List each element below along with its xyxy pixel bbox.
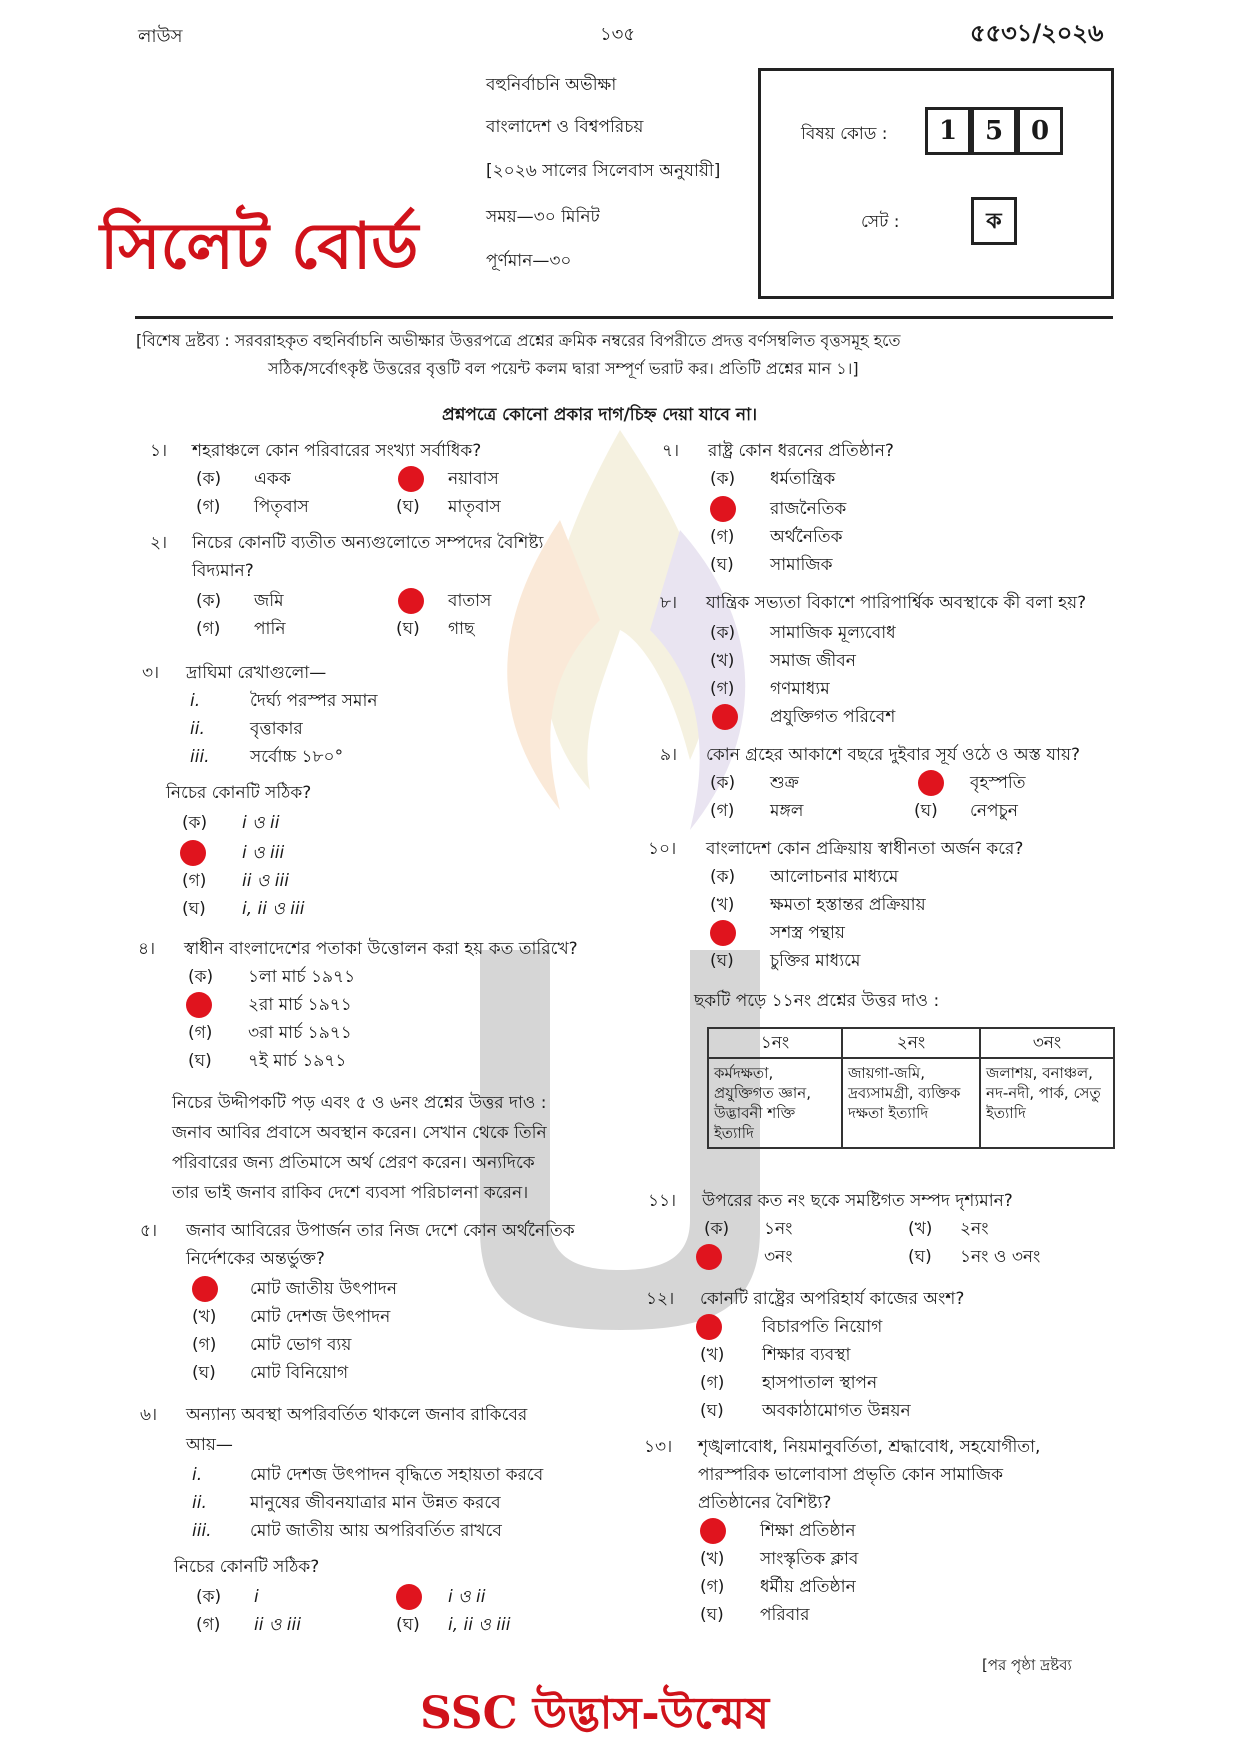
q10-text: বাংলাদেশ কোন প্রক্রিয়ায় স্বাধীনতা অর্জন করে? — [706, 839, 1024, 859]
q8-opt-d: প্রযুক্তিগত পরিবেশ — [770, 707, 896, 727]
q3-statement-1: দৈর্ঘ্য পরস্পর সমান — [250, 691, 378, 711]
exam-type: বহুনির্বাচনি অভীক্ষা — [486, 75, 617, 95]
answer-mark — [396, 1584, 422, 1610]
q12-opt-gha: (ঘ) — [700, 1401, 724, 1421]
q6-which: নিচের কোনটি সঠিক? — [174, 1557, 320, 1577]
q1-opt-d: মাতৃবাস — [448, 497, 501, 517]
stem-line-1: নিচের উদ্দীপকটি পড় এবং ৫ ও ৬নং প্রশ্নের উত্তর দাও : — [172, 1093, 547, 1113]
q4-opt-a: ১লা মার্চ ১৯৭১ — [248, 967, 356, 987]
q2-text-2: বিদ্যমান? — [192, 561, 254, 581]
q6-opt-ka: (ক) — [196, 1587, 222, 1607]
q7-number: ৭। — [662, 441, 680, 461]
q3-number: ৩। — [142, 663, 160, 683]
q11-opt-gha: (ঘ) — [908, 1247, 932, 1267]
q6-text-1: অন্যান্য অবস্থা অপরিবর্তিত থাকলে জনাব রাকিবের — [186, 1405, 528, 1425]
instruction-line-1: [বিশেষ দ্রষ্টব্য : সরবরাহকৃত বহুনির্বাচনি অভীক্ষার উত্তরপত্রে প্রশ্নের ক্রমিক নম্বরের বিপরীতে প্রদত্ত বর্ণসম্বলিত বৃত্তসমূহ হতে — [136, 331, 901, 350]
q4-opt-d: ৭ই মার্চ ১৯৭১ — [248, 1051, 347, 1071]
q6-roman-2: ii. — [192, 1493, 207, 1513]
q4-number: ৪। — [138, 939, 156, 959]
q13-opt-d: পরিবার — [760, 1605, 810, 1625]
q4-opt-ga: (গ) — [188, 1023, 213, 1043]
q11-number: ১১। — [648, 1191, 677, 1211]
answer-mark — [710, 496, 736, 522]
q6-text-2: আয়— — [186, 1435, 233, 1455]
q6-opt-gha: (ঘ) — [396, 1615, 420, 1635]
q1-opt-b: নয়াবাস — [448, 469, 499, 489]
q9-opt-ka: (ক) — [710, 773, 736, 793]
q13-text-3: প্রতিষ্ঠানের বৈশিষ্ট্য? — [698, 1493, 832, 1513]
exam-marks: পূর্ণমান—৩০ — [486, 251, 572, 271]
q12-text: কোনটি রাষ্ট্রের অপরিহার্য কাজের অংশ? — [700, 1289, 965, 1309]
q6-statement-1: মোট দেশজ উৎপাদন বৃদ্ধিতে সহায়তা করবে — [250, 1465, 544, 1485]
table-row — [708, 1058, 1114, 1148]
q3-roman-1: i. — [190, 691, 201, 711]
set-label: সেট : — [861, 212, 900, 232]
q1-opt-c: পিতৃবাস — [254, 497, 309, 517]
answer-mark — [696, 1244, 722, 1270]
q1-number: ১। — [150, 441, 168, 461]
q8-opt-ga: (গ) — [710, 679, 735, 699]
subject-code-digit-1: 1 — [925, 107, 971, 155]
q1-opt-ka: (ক) — [196, 469, 222, 489]
q7-text: রাষ্ট্র কোন ধরনের প্রতিষ্ঠান? — [708, 441, 894, 461]
header-left-label: লাউস — [138, 26, 183, 47]
q13-opt-c: ধর্মীয় প্রতিষ্ঠান — [760, 1577, 856, 1597]
answer-mark — [398, 466, 424, 492]
q9-opt-b: বৃহস্পতি — [970, 773, 1026, 793]
q2-opt-gha: (ঘ) — [396, 619, 420, 639]
q2-opt-a: জমি — [254, 591, 284, 611]
q11-text: উপরের কত নং ছকে সমষ্টিগত সম্পদ দৃশ্যমান? — [702, 1191, 1013, 1211]
q3-opt-d: i, ii ও iii — [242, 899, 305, 919]
q8-text: যান্ত্রিক সভ্যতা বিকাশে পারিপার্শ্বিক অবস্থাকে কী বলা হয়? — [706, 593, 1087, 613]
resource-table — [707, 1027, 1115, 1149]
q6-opt-d: i, ii ও iii — [448, 1615, 511, 1635]
stem-line-2: জনাব আবির প্রবাসে অবস্থান করেন। সেখান থেকে তিনি — [172, 1123, 547, 1143]
table-cell-1: কর্মদক্ষতা, প্রযুক্তিগত জ্ঞান, উদ্ভাবনী শক্তি ইত্যাদি — [708, 1058, 842, 1148]
q7-opt-ka: (ক) — [710, 469, 736, 489]
instruction-warning: প্রশ্নপত্রে কোনো প্রকার দাগ/চিহ্ন দেয়া যাবে না। — [442, 405, 758, 425]
q7-opt-gha: (ঘ) — [710, 555, 734, 575]
q6-roman-3: iii. — [192, 1521, 212, 1541]
q9-opt-d: নেপচুন — [970, 801, 1018, 821]
q11-opt-d: ১নং ও ৩নং — [960, 1247, 1041, 1267]
q11-opt-b: ২নং — [960, 1219, 989, 1239]
q2-opt-d: গাছ — [448, 619, 475, 639]
table-intro: ছকটি পড়ে ১১নং প্রশ্নের উত্তর দাও : — [694, 991, 940, 1011]
q9-opt-ga: (গ) — [710, 801, 735, 821]
q10-opt-d: চুক্তির মাধ্যমে — [770, 951, 861, 971]
q5-opt-b: মোট দেশজ উৎপাদন — [250, 1307, 391, 1327]
q3-which: নিচের কোনটি সঠিক? — [166, 783, 312, 803]
q6-opt-b: i ও ii — [448, 1587, 486, 1607]
header-rule — [135, 316, 1113, 319]
table-header-1: ১নং — [708, 1028, 842, 1058]
q2-opt-c: পানি — [254, 619, 286, 639]
q3-opt-b: i ও iii — [242, 843, 285, 863]
q7-opt-c: অর্থনৈতিক — [770, 527, 843, 547]
q10-opt-c: সশস্ত্র পন্থায় — [770, 923, 845, 943]
stem-line-3: পরিবারের জন্য প্রতিমাসে অর্থ প্রেরণ করেন। অন্যদিকে — [172, 1153, 535, 1173]
q12-opt-ga: (গ) — [700, 1373, 725, 1393]
q5-text-1: জনাব আবিরের উপার্জন তার নিজ দেশে কোন অর্থনৈতিক — [186, 1221, 575, 1241]
q3-opt-ga: (গ) — [182, 871, 207, 891]
exam-syllabus: [২০২৬ সালের সিলেবাস অনুযায়ী] — [486, 161, 721, 181]
answer-mark — [186, 992, 212, 1018]
q3-opt-ka: (ক) — [182, 813, 208, 833]
q8-number: ৮। — [660, 593, 678, 613]
q13-opt-a: শিক্ষা প্রতিষ্ঠান — [760, 1521, 856, 1541]
q7-opt-b: রাজনৈতিক — [770, 499, 847, 519]
exam-subject: বাংলাদেশ ও বিশ্বপরিচয় — [486, 117, 644, 137]
q6-statement-2: মানুষের জীবনযাত্রার মান উন্নত করবে — [250, 1493, 501, 1513]
q6-number: ৬। — [140, 1405, 158, 1425]
board-title: সিলেট বোর্ড — [100, 209, 419, 284]
q1-opt-a: একক — [254, 469, 291, 489]
q9-opt-c: মঙ্গল — [770, 801, 804, 821]
table-header-row — [708, 1028, 1114, 1058]
q4-opt-c: ৩রা মার্চ ১৯৭১ — [248, 1023, 352, 1043]
q1-text: শহরাঞ্চলে কোন পরিবারের সংখ্যা সর্বাধিক? — [192, 441, 482, 461]
answer-mark — [398, 588, 424, 614]
q7-opt-d: সামাজিক — [770, 555, 833, 575]
subject-code-digit-3: 0 — [1017, 107, 1063, 155]
q10-opt-gha: (ঘ) — [710, 951, 734, 971]
q12-opt-b: শিক্ষার ব্যবস্থা — [762, 1345, 851, 1365]
answer-mark — [180, 840, 206, 866]
answer-mark — [700, 1518, 726, 1544]
q5-opt-c: মোট ভোগ ব্যয় — [250, 1335, 352, 1355]
q9-opt-a: শুক্র — [770, 773, 799, 793]
q3-opt-c: ii ও iii — [242, 871, 289, 891]
q3-statement-2: বৃত্তাকার — [250, 719, 303, 739]
q1-opt-ga: (গ) — [196, 497, 221, 517]
q4-text: স্বাধীন বাংলাদেশের পতাকা উত্তোলন করা হয় কত তারিখে? — [184, 939, 578, 959]
subject-code-label: বিষয় কোড : — [801, 124, 888, 144]
q7-opt-a: ধর্মতান্ত্রিক — [770, 469, 836, 489]
q12-number: ১২। — [646, 1289, 675, 1309]
q11-opt-c: ৩নং — [764, 1247, 793, 1267]
table-header-2: ২নং — [842, 1028, 980, 1058]
q2-opt-ga: (গ) — [196, 619, 221, 639]
q3-opt-gha: (ঘ) — [182, 899, 206, 919]
table-header-3: ৩নং — [980, 1028, 1114, 1058]
q12-opt-c: হাসপাতাল স্থাপন — [762, 1373, 878, 1393]
q11-opt-a: ১নং — [764, 1219, 793, 1239]
q9-text: কোন গ্রহের আকাশে বছরে দুইবার সূর্য ওঠে ও অস্ত যায়? — [706, 745, 1081, 765]
q13-opt-gha: (ঘ) — [700, 1605, 724, 1625]
instruction-line-2: সঠিক/সর্বোৎকৃষ্ট উত্তরের বৃত্তটি বল পয়েন্ট কলম দ্বারা সম্পূর্ণ ভরাট কর। প্রতিটি প্রশ্নের মান ১।] — [268, 359, 859, 378]
q7-opt-ga: (গ) — [710, 527, 735, 547]
q6-statement-3: মোট জাতীয় আয় অপরিবর্তিত রাখবে — [250, 1521, 502, 1541]
q10-opt-kha: (খ) — [710, 895, 735, 915]
q3-text: দ্রাঘিমা রেখাগুলো— — [186, 663, 327, 683]
q12-opt-d: অবকাঠামোগত উন্নয়ন — [762, 1401, 911, 1421]
q5-opt-a: মোট জাতীয় উৎপাদন — [250, 1279, 397, 1299]
q4-opt-gha: (ঘ) — [188, 1051, 212, 1071]
subject-code-digit-2: 5 — [971, 107, 1017, 155]
table-cell-3: জলাশয়, বনাঞ্চল, নদ-নদী, পার্ক, সেতু ইত্যাদি — [980, 1058, 1114, 1148]
q5-opt-d: মোট বিনিয়োগ — [250, 1363, 349, 1383]
answer-mark — [710, 920, 736, 946]
q12-opt-a: বিচারপতি নিয়োগ — [762, 1317, 883, 1337]
q12-opt-kha: (খ) — [700, 1345, 725, 1365]
answer-mark — [696, 1314, 722, 1340]
q10-opt-a: আলোচনার মাধ্যমে — [770, 867, 899, 887]
q1-opt-gha: (ঘ) — [396, 497, 420, 517]
q8-opt-ka: (ক) — [710, 623, 736, 643]
exam-time: সময়—৩০ মিনিট — [486, 207, 600, 227]
q13-opt-b: সাংস্কৃতিক ক্লাব — [760, 1549, 859, 1569]
q5-opt-gha: (ঘ) — [192, 1363, 216, 1383]
q2-opt-ka: (ক) — [196, 591, 222, 611]
q13-opt-ga: (গ) — [700, 1577, 725, 1597]
q3-roman-3: iii. — [190, 747, 210, 767]
next-page-note: [পর পৃষ্ঠা দ্রষ্টব্য — [982, 1656, 1072, 1674]
q8-opt-kha: (খ) — [710, 651, 735, 671]
q11-opt-ka: (ক) — [704, 1219, 730, 1239]
q9-number: ৯। — [660, 745, 678, 765]
q10-opt-b: ক্ষমতা হস্তান্তর প্রক্রিয়ায় — [770, 895, 926, 915]
q9-opt-gha: (ঘ) — [914, 801, 938, 821]
q3-roman-2: ii. — [190, 719, 205, 739]
q10-number: ১০। — [648, 839, 677, 859]
q5-text-2: নির্দেশকের অন্তর্ভুক্ত? — [186, 1249, 325, 1269]
q6-opt-c: ii ও iii — [254, 1615, 301, 1635]
q6-opt-a: i — [254, 1587, 259, 1607]
q13-number: ১৩। — [644, 1437, 673, 1457]
q5-number: ৫। — [140, 1221, 158, 1241]
answer-mark — [712, 704, 738, 730]
q6-roman-1: i. — [192, 1465, 203, 1485]
q5-opt-ga: (গ) — [192, 1335, 217, 1355]
q13-text-2: পারস্পরিক ভালোবাসা প্রভৃতি কোন সামাজিক — [698, 1465, 1003, 1485]
q6-opt-ga: (গ) — [196, 1615, 221, 1635]
q3-opt-a: i ও ii — [242, 813, 280, 833]
stem-line-4: তার ভাই জনাব রাকিব দেশে ব্যবসা পরিচালনা করেন। — [172, 1183, 529, 1203]
q2-text-1: নিচের কোনটি ব্যতীত অন্যগুলোতে সম্পদের বৈশিষ্ট্য — [192, 533, 544, 553]
q8-opt-b: সমাজ জীবন — [770, 651, 856, 671]
set-value: ক — [971, 197, 1017, 245]
q2-number: ২। — [150, 533, 168, 553]
q4-opt-b: ২রা মার্চ ১৯৭১ — [248, 995, 352, 1015]
answer-mark — [192, 1276, 218, 1302]
q5-opt-kha: (খ) — [192, 1307, 217, 1327]
q3-statement-3: সর্বোচ্চ ১৮০° — [250, 747, 344, 767]
code-box — [758, 68, 1114, 299]
q10-opt-ka: (ক) — [710, 867, 736, 887]
answer-mark — [918, 770, 944, 796]
table-cell-2: জায়গা-জমি, দ্রব্যসামগ্রী, ব্যক্তিক দক্ষতা ইত্যাদি — [842, 1058, 980, 1148]
q13-text-1: শৃঙ্খলাবোধ, নিয়মানুবর্তিতা, শ্রদ্ধাবোধ, সহযোগীতা, — [698, 1437, 1041, 1457]
footer-brand: SSC উদ্ভাস-উন্মেষ — [420, 1688, 770, 1739]
page-number: ১৩৫ — [600, 24, 636, 45]
q4-opt-ka: (ক) — [188, 967, 214, 987]
q11-opt-kha: (খ) — [908, 1219, 933, 1239]
code-reference: ৫৫৩১/২০২৬ — [970, 19, 1104, 47]
q2-opt-b: বাতাস — [448, 591, 492, 611]
q8-opt-c: গণমাধ্যম — [770, 679, 830, 699]
q13-opt-kha: (খ) — [700, 1549, 725, 1569]
q8-opt-a: সামাজিক মূল্যবোধ — [770, 623, 896, 643]
